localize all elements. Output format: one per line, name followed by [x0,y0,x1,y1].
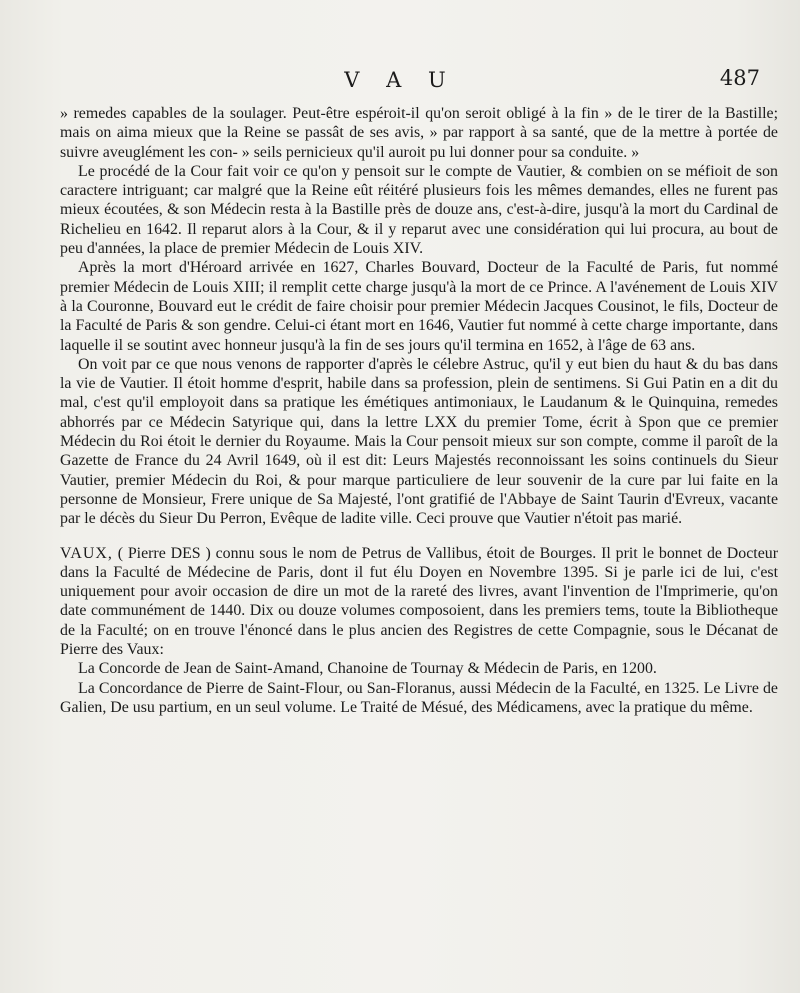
page-header [40,64,760,94]
quote-continuation: » remedes capables de la soulager. Peut-être espéroit-il qu'on seroit obligé à la fin » de le tirer de la Bastille; mais on aima mieux que la Reine se passât de ses avis, » par rapport à sa santé, que de la mettre à portée de suivre aveuglément les con- » seils pernicieux qu'il auroit pu lui donner pour sa conduite. » [60,105,778,161]
vaux-entry [60,544,778,660]
astruc-paragraph: On voit par ce que nous venons de rapporter d'après le célebre Astruc, qu'il y eut bien du haut & du bas dans la vie de Vautier. Il étoit homme d'esprit, habile dans sa profession, plein de sentimens. Si Gui Patin en a dit du mal, c'est qu'il employoit dans sa pratique les émétiques antimoniaux, le Laudanum & le Quinquina, remedes abhorrés par ce Médecin Satyrique qui, dans la lettre LXX du premier Tome, écrit à Spon que ce premier Médecin du Roi étoit le dernier du Royaume. Mais la Cour pensoit mieux sur son compte, comme il paroît de la Gazette de France du 24 Avril 1649, où il est dit: Leurs Majestés reconnoissant les soins continuels du Sieur Vautier, premier Médecin du Roi, & pour marque particuliere de leur souvenir de la cure par lui faite en la personne de Monsieur, Frere unique de Sa Majesté, l'ont gratifié de l'Abbaye de Saint Taurin d'Evreux, vacante par le décès du Sieur Du Perron, Evêque de ladite ville. Ceci prouve que Vautier n'étoit pas marié. [60,355,778,528]
page-number: 487 [719,66,760,90]
entry-body: ( Pierre DES ) connu sous le nom de Petrus de Vallibus, étoit de Bourges. Il prit le bonnet de Docteur dans la Faculté de Médecine de Paris, dont il fut élu Doyen en Novembre 1395. Si je parle ici de lui, c'est uniquement pour avoir occasion de dire un mot de la rareté des livres, avant l'invention de l'Imprimerie, qu'on date communément de 1440. Dix ou douze volumes composoient, dans les premiers tems, toute la Bibliotheque de la Faculté; on en trouve l'énoncé dans le plus ancien des Registres de cette Compagnie, sous le Décanat de Pierre des Vaux: [60,544,778,659]
heroard-paragraph: Après la mort d'Héroard arrivée en 1627, Charles Bouvard, Docteur de la Faculté de Paris, fut nommé premier Médecin de Louis XIII; il remplit cette charge jusqu'à la mort de ce Prince. A l'avénement de Louis XIV à la Couronne, Bouvard eut le crédit de faire choisir pour premier Médecin Jacques Cousinot, le fils, Docteur de la Faculté de Paris & son gendre. Celui-ci étant mort en 1646, Vautier fut nommé à cette charge importante, dans laquelle il se soutint avec honneur jusqu'à la fin de ses jours qu'il termina en 1652, à l'âge de 63 ans. [60,259,778,354]
concorde-item: La Concorde de Jean de Saint-Amand, Chanoine de Tournay & Médecin de Paris, en 1200. [78,660,657,678]
body-text [60,104,778,717]
running-head: V A U [344,68,456,92]
cour-paragraph: Le procédé de la Cour fait voir ce qu'on y pensoit sur le compte de Vautier, & combien on se méfioit de son caractere intriguant; car malgré que la Reine eût réitéré plusieurs fois les mêmes demandes, elles ne furent pas mieux écoutées, & son Médecin resta à la Bastille près de douze ans, c'est-à-dire, jusqu'à la mort du Cardinal de Richelieu en 1642. Il reparut alors à la Cour, & il y reparut avec une considération qui lui procura, au bout de peu d'années, la place de premier Médecin de Louis XIV. [60,162,778,258]
entry-head-word: VAUX, [60,544,113,562]
concordance-item: La Concordance de Pierre de Saint-Flour, ou San-Floranus, aussi Médecin de la Faculté, en 1325. Le Livre de Galien, De usu partium, en un seul volume. Le Traité de Mésué, des Médicamens, avec la pratique du même. [60,679,778,716]
